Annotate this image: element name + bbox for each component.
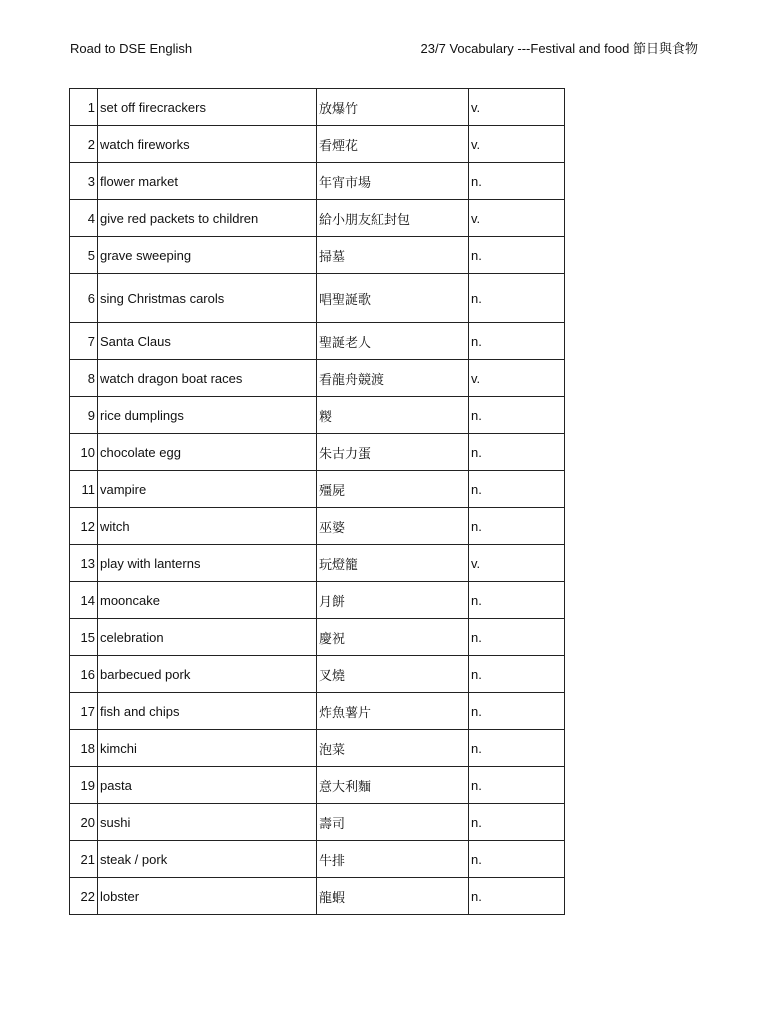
row-number: 21 [70, 841, 98, 878]
row-number: 19 [70, 767, 98, 804]
table-row [70, 841, 565, 878]
row-number: 7 [70, 323, 98, 360]
row-number: 1 [70, 89, 98, 126]
chinese-term: 叉燒 [317, 656, 469, 693]
part-of-speech: v. [469, 360, 565, 397]
chinese-term: 聖誕老人 [317, 323, 469, 360]
document-header-left: Road to DSE English [70, 41, 193, 56]
english-term: Santa Claus [98, 323, 317, 360]
chinese-term: 月餅 [317, 582, 469, 619]
english-term: barbecued pork [98, 656, 317, 693]
row-number: 4 [70, 200, 98, 237]
part-of-speech: n. [469, 397, 565, 434]
table-row [70, 545, 565, 582]
table-row [70, 200, 565, 237]
english-term: lobster [98, 878, 317, 915]
row-number: 5 [70, 237, 98, 274]
english-term: steak / pork [98, 841, 317, 878]
table-row [70, 656, 565, 693]
table-row [70, 89, 565, 126]
chinese-term: 年宵市場 [317, 163, 469, 200]
row-number: 12 [70, 508, 98, 545]
english-term: pasta [98, 767, 317, 804]
english-term: celebration [98, 619, 317, 656]
document-header-right: 23/7 Vocabulary ---Festival and food 節日與食物 [420, 41, 698, 56]
part-of-speech: n. [469, 471, 565, 508]
english-term: kimchi [98, 730, 317, 767]
vocabulary-table [69, 88, 565, 915]
table-row [70, 163, 565, 200]
english-term: rice dumplings [98, 397, 317, 434]
chinese-term: 殭屍 [317, 471, 469, 508]
english-term: witch [98, 508, 317, 545]
english-term: fish and chips [98, 693, 317, 730]
table-row [70, 767, 565, 804]
table-row [70, 237, 565, 274]
chinese-term: 玩燈籠 [317, 545, 469, 582]
part-of-speech: n. [469, 730, 565, 767]
table-row [70, 508, 565, 545]
english-term: vampire [98, 471, 317, 508]
row-number: 2 [70, 126, 98, 163]
row-number: 13 [70, 545, 98, 582]
row-number: 15 [70, 619, 98, 656]
chinese-term: 看龍舟競渡 [317, 360, 469, 397]
english-term: flower market [98, 163, 317, 200]
english-term: set off firecrackers [98, 89, 317, 126]
english-term: watch dragon boat races [98, 360, 317, 397]
english-term: mooncake [98, 582, 317, 619]
table-row [70, 126, 565, 163]
chinese-term: 看煙花 [317, 126, 469, 163]
table-row [70, 730, 565, 767]
part-of-speech: n. [469, 163, 565, 200]
chinese-term: 糉 [317, 397, 469, 434]
chinese-term: 龍蝦 [317, 878, 469, 915]
part-of-speech: v. [469, 545, 565, 582]
table-row [70, 878, 565, 915]
part-of-speech: n. [469, 274, 565, 323]
chinese-term: 牛排 [317, 841, 469, 878]
chinese-term: 唱聖誕歌 [317, 274, 469, 323]
english-term: sing Christmas carols [98, 274, 317, 323]
row-number: 14 [70, 582, 98, 619]
english-term: sushi [98, 804, 317, 841]
row-number: 8 [70, 360, 98, 397]
chinese-term: 掃墓 [317, 237, 469, 274]
part-of-speech: n. [469, 878, 565, 915]
part-of-speech: n. [469, 693, 565, 730]
part-of-speech: n. [469, 841, 565, 878]
row-number: 10 [70, 434, 98, 471]
table-row [70, 434, 565, 471]
row-number: 6 [70, 274, 98, 323]
row-number: 18 [70, 730, 98, 767]
table-row [70, 693, 565, 730]
row-number: 22 [70, 878, 98, 915]
row-number: 11 [70, 471, 98, 508]
row-number: 3 [70, 163, 98, 200]
chinese-term: 放爆竹 [317, 89, 469, 126]
table-row [70, 619, 565, 656]
row-number: 20 [70, 804, 98, 841]
part-of-speech: n. [469, 767, 565, 804]
vocabulary-table-body [70, 89, 565, 915]
part-of-speech: n. [469, 656, 565, 693]
table-row [70, 397, 565, 434]
row-number: 17 [70, 693, 98, 730]
chinese-term: 壽司 [317, 804, 469, 841]
row-number: 9 [70, 397, 98, 434]
table-row [70, 804, 565, 841]
chinese-term: 給小朋友紅封包 [317, 200, 469, 237]
english-term: give red packets to children [98, 200, 317, 237]
part-of-speech: n. [469, 804, 565, 841]
part-of-speech: n. [469, 582, 565, 619]
english-term: chocolate egg [98, 434, 317, 471]
row-number: 16 [70, 656, 98, 693]
part-of-speech: v. [469, 89, 565, 126]
table-row [70, 323, 565, 360]
part-of-speech: n. [469, 434, 565, 471]
table-row [70, 360, 565, 397]
part-of-speech: v. [469, 200, 565, 237]
table-row [70, 274, 565, 323]
table-row [70, 471, 565, 508]
part-of-speech: n. [469, 619, 565, 656]
part-of-speech: n. [469, 237, 565, 274]
chinese-term: 泡菜 [317, 730, 469, 767]
part-of-speech: n. [469, 323, 565, 360]
part-of-speech: n. [469, 508, 565, 545]
chinese-term: 慶祝 [317, 619, 469, 656]
table-row [70, 582, 565, 619]
part-of-speech: v. [469, 126, 565, 163]
english-term: watch fireworks [98, 126, 317, 163]
chinese-term: 炸魚薯片 [317, 693, 469, 730]
chinese-term: 朱古力蛋 [317, 434, 469, 471]
chinese-term: 意大利麵 [317, 767, 469, 804]
chinese-term: 巫婆 [317, 508, 469, 545]
english-term: grave sweeping [98, 237, 317, 274]
english-term: play with lanterns [98, 545, 317, 582]
